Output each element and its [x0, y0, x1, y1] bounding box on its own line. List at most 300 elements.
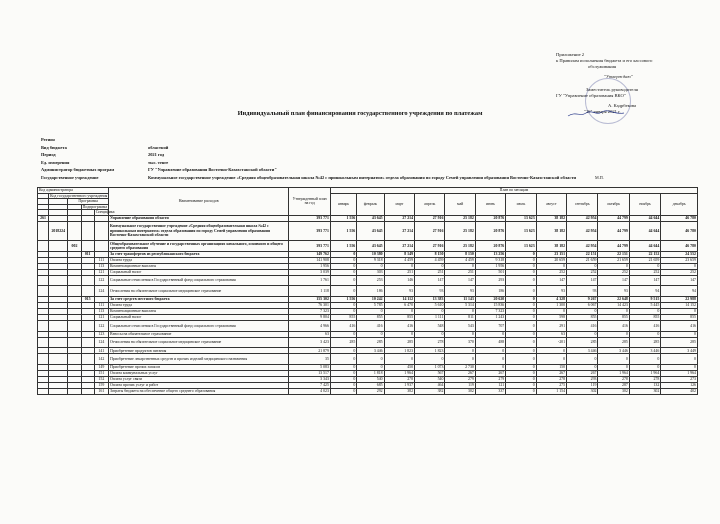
month-value: 1 111	[415, 315, 445, 321]
month-value: 22 151	[567, 251, 598, 257]
month-value: 279	[445, 376, 475, 382]
month-value: 685	[357, 382, 384, 388]
annual-total: 149 762	[289, 251, 331, 257]
month-value: 43 645	[357, 215, 384, 221]
month-value: 267	[567, 370, 598, 376]
specific-code: 149	[94, 364, 108, 370]
subprogram-code	[81, 321, 94, 332]
month-value: 10 242	[357, 297, 384, 303]
code-admin	[38, 354, 49, 365]
month-value: 14 152	[661, 303, 698, 309]
table-row	[38, 275, 698, 286]
month-value: 285	[330, 337, 356, 348]
month-value: 416	[629, 321, 660, 332]
annual-total: 393 771	[289, 221, 331, 241]
month-value: 278	[629, 376, 660, 382]
header-name: Наименование расходов	[108, 188, 288, 216]
expense-name: Взносы на обязательное страхование	[108, 331, 288, 337]
header-code-gov: Код государственного учреждения	[50, 193, 108, 198]
month-value: 0	[330, 370, 356, 376]
month-value: 0	[330, 251, 356, 257]
specific-code: 111	[94, 303, 108, 309]
month-value: 0	[506, 269, 536, 275]
month-value: 93	[598, 286, 629, 297]
month-value: 0	[330, 286, 356, 297]
annual-total: 9 804	[289, 315, 331, 321]
annual-total: 155 302	[289, 297, 331, 303]
month-value: 44 799	[598, 241, 629, 252]
month-value: 93	[384, 286, 414, 297]
month-value: 1 937	[384, 382, 414, 388]
table-row	[38, 241, 698, 252]
month-value: 13 623	[506, 221, 536, 241]
month-value: 0	[598, 309, 629, 315]
month-value: 0	[629, 354, 660, 365]
month-value: 0	[445, 309, 475, 315]
month-value: 1 073	[415, 364, 445, 370]
meta-value: Коммунальное государственное учреждение «Средняя общеобразовательная школа №42 с пришкольным интернатом» отдела образования по городу Семей управления образования Восточно-Казахстанской области	[148, 174, 577, 180]
month-value: 0	[357, 309, 384, 315]
month-value: 13 623	[506, 215, 536, 221]
month-value: 146	[384, 275, 414, 286]
month-value: 416	[598, 321, 629, 332]
month-value: 1 556	[330, 241, 356, 252]
month-value: 278	[598, 376, 629, 382]
month-value: 9 515	[629, 297, 660, 303]
month-value: 273	[661, 376, 698, 382]
specific-code	[94, 221, 108, 241]
month-value: 44 799	[598, 221, 629, 241]
month-value: 8 150	[415, 251, 445, 257]
annual-total: 7 425	[289, 382, 331, 388]
month-value: 5 445	[629, 303, 660, 309]
month-value: 147	[567, 275, 598, 286]
program-code	[68, 286, 81, 297]
month-value: 382	[415, 388, 445, 394]
month-value: 0	[357, 364, 384, 370]
code-admin	[38, 275, 49, 286]
month-value: 1 556	[330, 221, 356, 241]
code-admin	[38, 337, 49, 348]
meta-value: областной	[148, 144, 169, 150]
subprogram-code	[81, 337, 94, 348]
header-monthly: План по месяцам	[330, 188, 697, 194]
rules-line-1: к Правилам исполнения бюджета и его кассового	[556, 57, 653, 63]
month-value: 0	[506, 348, 536, 354]
specific-code: 122	[94, 321, 108, 332]
month-value: 1 823	[384, 348, 414, 354]
code-admin: 261	[38, 215, 49, 221]
month-value: 0	[384, 263, 414, 269]
table-row	[38, 321, 698, 332]
code-gov	[49, 337, 68, 348]
month-value: 0	[506, 309, 536, 315]
month-value: 540	[357, 376, 384, 382]
rules-line-2: обслуживания	[588, 63, 617, 69]
month-value: 42 954	[567, 241, 598, 252]
header-month: май	[445, 193, 475, 215]
month-value: 0	[330, 331, 356, 337]
month-value: 20 876	[475, 215, 505, 221]
annual-total: 21 879	[289, 348, 331, 354]
header-month: октябрь	[598, 193, 629, 215]
month-value: 0	[506, 263, 536, 269]
month-value: 0	[415, 309, 445, 315]
month-value: 0	[506, 251, 536, 257]
subprogram-code: 011	[81, 251, 94, 257]
month-value: 22 152	[629, 251, 660, 257]
annual-total: 76 301	[289, 303, 331, 309]
month-value: 0	[330, 275, 356, 286]
subprogram-code	[81, 221, 94, 241]
expense-name: Оплата труда	[108, 257, 288, 263]
annual-total: 4 966	[289, 321, 331, 332]
month-value: 3 449	[661, 348, 698, 354]
month-value: 20 876	[475, 221, 505, 241]
annual-total: 7 323	[289, 309, 331, 315]
specific-code: 111	[94, 257, 108, 263]
month-value: 1 823	[415, 348, 445, 354]
month-value: 44 644	[629, 241, 660, 252]
month-value: 150	[536, 364, 566, 370]
code-gov	[49, 241, 68, 252]
expense-name: Коммунальное государственное учреждение «Средняя общеобразовательная школа №42 с пришкольным интернатом» отдела образования по городу Семей управления образования Восточно-Казахстанской области	[108, 221, 288, 241]
month-value: 44 644	[629, 221, 660, 241]
month-value: 7 323	[475, 309, 505, 315]
month-value: 252	[567, 269, 598, 275]
expense-name: Оплата труда	[108, 303, 288, 309]
month-value: 14 112	[384, 297, 414, 303]
subprogram-code: 015	[81, 297, 94, 303]
month-value: 278	[415, 337, 445, 348]
month-value: 285	[629, 337, 660, 348]
month-value: 0	[629, 263, 660, 269]
month-value: 0	[475, 364, 505, 370]
code-gov	[49, 354, 68, 365]
month-value: 3 446	[357, 348, 384, 354]
month-value: 285	[384, 337, 414, 348]
expense-name: Общеобразовательное обучение и государственных организациях начального, основного и общего среднего образования	[108, 241, 288, 252]
approved-label: "Утверждаю"	[604, 74, 633, 80]
code-gov: 2018224	[49, 221, 68, 241]
expense-name: Социальный налог	[108, 315, 288, 321]
month-value: 9 318	[475, 257, 505, 263]
month-value: 25 182	[445, 221, 475, 241]
specific-code: 159	[94, 382, 108, 388]
month-value: 540	[415, 376, 445, 382]
code-admin	[38, 221, 49, 241]
financing-table	[37, 187, 698, 395]
month-value: 0	[506, 297, 536, 303]
month-value: 416	[330, 321, 356, 332]
month-value: 0	[330, 364, 356, 370]
month-value: 0	[506, 376, 536, 382]
annual-total: 3 423	[289, 337, 331, 348]
month-value: 0	[536, 309, 566, 315]
month-value: 0	[629, 331, 660, 337]
month-value: 126	[661, 382, 698, 388]
code-gov	[49, 321, 68, 332]
month-value: 27 214	[384, 241, 414, 252]
month-value: 14 423	[598, 303, 629, 309]
expense-name: Отчисления на обязательное социальное медицинское страхование	[108, 337, 288, 348]
month-value: 94	[629, 286, 660, 297]
specific-code: 113	[94, 263, 108, 269]
month-value: 0	[506, 354, 536, 365]
expense-name: Приобретение продуктов питания	[108, 348, 288, 354]
month-value: 10 380	[357, 251, 384, 257]
month-value: 0	[475, 354, 505, 365]
month-value: 22 988	[661, 297, 698, 303]
month-value: 3 446	[598, 348, 629, 354]
month-value: 450	[384, 364, 414, 370]
month-value: 416	[384, 321, 414, 332]
header-month: декабрь	[661, 193, 698, 215]
table-row	[38, 354, 698, 365]
month-value: 186	[475, 286, 505, 297]
month-value: 0	[357, 331, 384, 337]
month-value: 0	[445, 263, 475, 269]
annual-total: 4 023	[289, 388, 331, 394]
month-value: 0	[415, 354, 445, 365]
month-value: 285	[357, 337, 384, 348]
expense-name: Оплата услуг связи	[108, 376, 288, 382]
org-label: ГУ "Управление образования ВКО"	[556, 92, 626, 98]
subprogram-code	[81, 388, 94, 394]
month-value: 147	[445, 275, 475, 286]
month-value: 279	[475, 376, 505, 382]
month-value: 44 644	[629, 215, 660, 221]
month-value: 46 780	[661, 215, 698, 221]
month-value: 488	[475, 337, 505, 348]
annual-total: 63	[289, 331, 331, 337]
month-value: 0	[330, 348, 356, 354]
document-title: Индивидуальный план финансирования государственного учреждения по платежам	[237, 110, 483, 117]
month-value: 267	[445, 370, 475, 376]
month-value: 5 785	[357, 303, 384, 309]
month-value: 0	[567, 354, 598, 365]
month-value: 147	[415, 275, 445, 286]
month-value: 0	[506, 388, 536, 394]
month-value: 252	[598, 269, 629, 275]
expense-name: Приобретение прочих запасов	[108, 364, 288, 370]
month-value: 1 556	[330, 297, 356, 303]
month-value: 252	[536, 269, 566, 275]
expense-name: Социальные отчисления в Государственный фонд социального страхования	[108, 321, 288, 332]
month-value: 0	[567, 331, 598, 337]
specific-code: 152	[94, 376, 108, 382]
month-value: 1 243	[475, 315, 505, 321]
month-value: 855	[567, 315, 598, 321]
month-value: 0	[598, 354, 629, 365]
code-admin	[38, 286, 49, 297]
month-value: 0	[384, 331, 414, 337]
month-value: 5 314	[445, 303, 475, 309]
month-value: 1 964	[598, 370, 629, 376]
month-value: 0	[661, 309, 698, 315]
month-value: 0	[661, 331, 698, 337]
month-value: 0	[629, 309, 660, 315]
month-value: 20 876	[475, 241, 505, 252]
month-value: 25 182	[445, 215, 475, 221]
month-value: 0	[357, 263, 384, 269]
expense-name: Оплата прочих услуг и работ	[108, 382, 288, 388]
month-value: 93	[415, 286, 445, 297]
program-code	[68, 275, 81, 286]
program-code	[68, 388, 81, 394]
month-value: 291	[536, 321, 566, 332]
month-value: 303	[357, 269, 384, 275]
month-value: 63	[536, 331, 566, 337]
expense-name: Отчисления на обязательное социальное медицинское страхование	[108, 286, 288, 297]
program-code: 002	[68, 241, 81, 252]
month-value: 119	[567, 382, 598, 388]
code-gov	[49, 388, 68, 394]
header-month: сентябрь	[567, 193, 598, 215]
month-value: 0	[475, 331, 505, 337]
month-value: 0	[506, 370, 536, 376]
month-value: 1 964	[629, 370, 660, 376]
header-code-admin: Код администратора	[38, 188, 109, 194]
month-value: 20 659	[536, 257, 566, 263]
month-value: 0	[661, 354, 698, 365]
month-value: 1 964	[661, 370, 698, 376]
month-value: 253	[357, 275, 384, 286]
expense-name: Управление образования области	[108, 215, 288, 221]
month-value: 1 556	[330, 215, 356, 221]
meta-label: Период	[41, 152, 56, 158]
month-value: 855	[384, 315, 414, 321]
month-value: 9 267	[567, 297, 598, 303]
specific-code: 122	[94, 275, 108, 286]
month-value: 27 214	[384, 221, 414, 241]
month-value: 186	[357, 286, 384, 297]
appendix-label: Приложение 2	[556, 52, 585, 57]
month-value: 416	[661, 321, 698, 332]
month-value: 285	[661, 337, 698, 348]
specific-code: 151	[94, 370, 108, 376]
header-month: июль	[506, 193, 536, 215]
month-value: 1 300	[536, 303, 566, 309]
month-value: 15 836	[475, 303, 505, 309]
month-value: 22 151	[598, 251, 629, 257]
month-value: 251	[384, 269, 414, 275]
month-value: 302	[629, 388, 660, 394]
month-value: 0	[506, 382, 536, 388]
month-value: 121	[475, 382, 505, 388]
month-value: 0	[629, 364, 660, 370]
month-value: 21 659	[567, 257, 598, 263]
month-value: 23 659	[661, 257, 698, 263]
specific-code: 124	[94, 337, 108, 348]
month-value: 0	[330, 269, 356, 275]
month-value: 567	[415, 370, 445, 376]
month-value: 0	[384, 309, 414, 315]
month-value: 27 916	[415, 215, 445, 221]
code-gov	[49, 286, 68, 297]
specific-code: 142	[94, 354, 108, 365]
month-value: 337	[475, 388, 505, 394]
annual-total: 393 771	[289, 241, 331, 252]
specific-code: 121	[94, 315, 108, 321]
month-value: 267	[536, 370, 566, 376]
header-month: март	[384, 193, 414, 215]
month-value: 4 459	[384, 257, 414, 263]
month-value: 0	[661, 263, 698, 269]
month-value: 2 730	[445, 364, 475, 370]
month-value: 0	[415, 331, 445, 337]
header-month: июнь	[475, 193, 505, 215]
month-value: 0	[330, 382, 356, 388]
month-value: 0	[567, 309, 598, 315]
month-value: 4 459	[415, 257, 445, 263]
month-value: 0	[415, 263, 445, 269]
specific-code: 113	[94, 309, 108, 315]
approval-date: "26" января 2021 г.	[584, 108, 621, 114]
month-value: 598	[536, 315, 566, 321]
month-value: 3 446	[629, 348, 660, 354]
program-code	[68, 321, 81, 332]
month-value: 0	[506, 303, 536, 309]
month-value: 285	[567, 337, 598, 348]
month-value: 0	[567, 364, 598, 370]
month-value: 0	[506, 364, 536, 370]
month-value: 252	[629, 269, 660, 275]
annual-total: 35	[289, 354, 331, 365]
meta-value: ГУ "Управление образования Восточно-Казахстанской области"	[148, 167, 277, 173]
meta-value: 2021 год	[148, 152, 165, 158]
expense-name: Социальный налог	[108, 269, 288, 275]
month-value: 93	[536, 286, 566, 297]
month-value: 27 916	[415, 241, 445, 252]
expense-name: Затраты бюджета на обеспечение общего среднего образования	[108, 388, 288, 394]
month-value: 8 150	[445, 251, 475, 257]
month-value: 0	[536, 263, 566, 269]
specific-code: 161	[94, 388, 108, 394]
month-value: 855	[598, 315, 629, 321]
month-value: 292	[357, 388, 384, 394]
program-code	[68, 337, 81, 348]
month-value: 416	[357, 321, 384, 332]
month-value: 302	[445, 388, 475, 394]
month-value: 293	[475, 275, 505, 286]
code-gov	[49, 275, 68, 286]
month-value: 501	[475, 269, 505, 275]
month-value: 0	[598, 331, 629, 337]
expense-name: За счет трансфертов из республиканского бюджета	[108, 251, 288, 257]
code-admin	[38, 388, 49, 394]
month-value: 855	[661, 315, 698, 321]
month-value: 0	[506, 331, 536, 337]
annual-total: 1 956	[289, 263, 331, 269]
month-value: 27 214	[384, 215, 414, 221]
month-value: 8 149	[384, 251, 414, 257]
stamp-place-label: М.П.	[595, 175, 604, 180]
month-value: 44 799	[598, 215, 629, 221]
header-subprogram: Подпрограмма	[82, 204, 108, 209]
approval-block	[556, 52, 706, 114]
annual-total: 5 083	[289, 364, 331, 370]
month-value: 38 182	[536, 221, 566, 241]
month-value: -201	[536, 337, 566, 348]
month-value: 278	[536, 376, 566, 382]
program-code	[68, 354, 81, 365]
month-value: 93	[567, 286, 598, 297]
meta-label: Государственное учреждение	[41, 174, 99, 180]
month-value: 5 610	[415, 303, 445, 309]
month-value: 0	[598, 364, 629, 370]
month-value: 855	[357, 315, 384, 321]
